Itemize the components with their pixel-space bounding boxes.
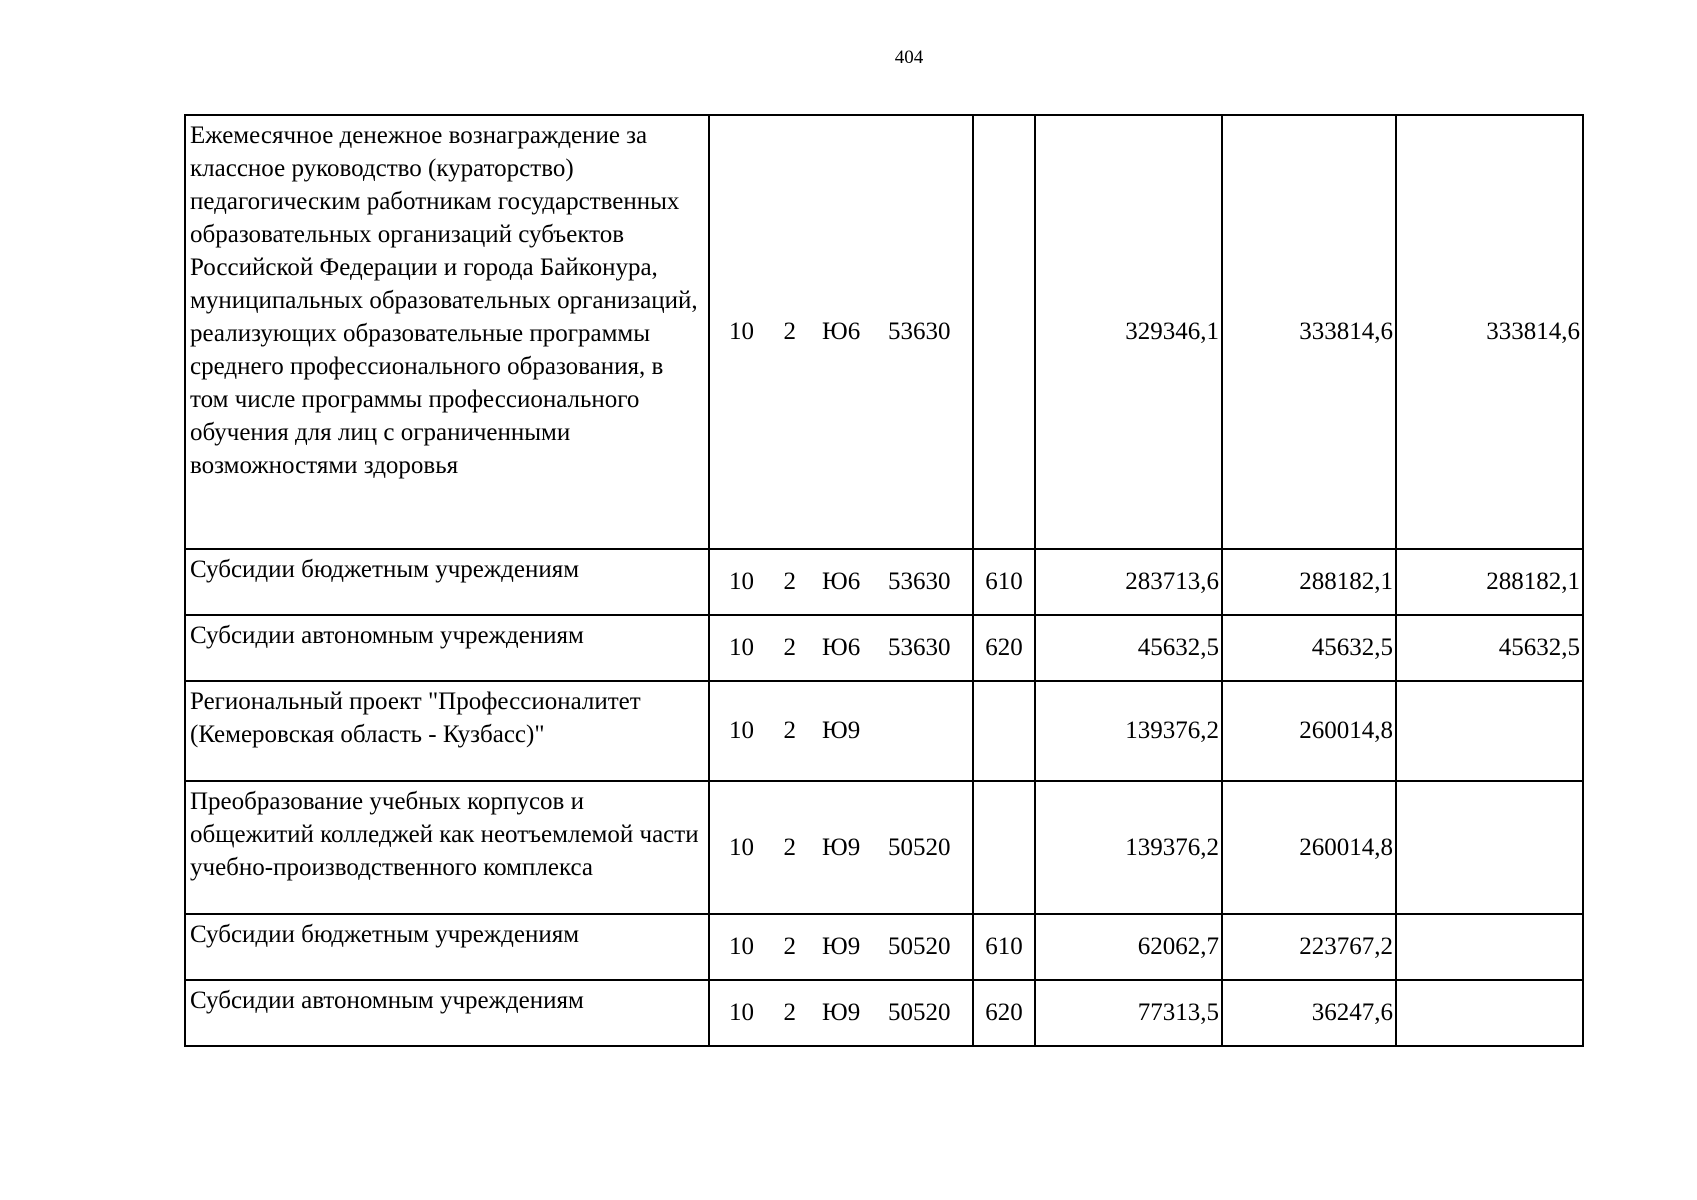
sum-year-1: 77313,5 — [1035, 980, 1222, 1046]
table-row — [185, 549, 1583, 615]
vid-code — [973, 115, 1035, 549]
podrazdel-code: 2 — [783, 568, 796, 595]
sum-year-3 — [1396, 914, 1583, 980]
vid-code: 620 — [973, 980, 1035, 1046]
direction-code: 53630 — [888, 318, 951, 345]
sum-year-3: 333814,6 — [1396, 115, 1583, 549]
row-codes — [709, 549, 973, 615]
sum-year-3 — [1396, 980, 1583, 1046]
podrazdel-code: 2 — [783, 999, 796, 1026]
program-code: Ю9 — [822, 833, 861, 861]
row-name: Субсидии автономным учреждениям — [185, 615, 709, 681]
sum-year-3 — [1396, 681, 1583, 781]
sum-year-2: 36247,6 — [1222, 980, 1396, 1046]
row-codes — [709, 115, 973, 549]
podrazdel-code: 2 — [783, 717, 796, 744]
sum-year-2: 333814,6 — [1222, 115, 1396, 549]
vid-code: 610 — [973, 914, 1035, 980]
program-code: Ю9 — [822, 717, 861, 744]
row-name: Субсидии бюджетным учреждениям — [185, 914, 709, 980]
podrazdel-code: 2 — [783, 318, 796, 345]
razdel-code: 10 — [729, 999, 754, 1026]
budget-table — [184, 114, 1584, 1047]
sum-year-1: 329346,1 — [1035, 115, 1222, 549]
direction-code: 53630 — [888, 568, 951, 595]
row-name: Субсидии автономным учреждениям — [185, 980, 709, 1046]
sum-year-2: 45632,5 — [1222, 615, 1396, 681]
sum-year-1: 45632,5 — [1035, 615, 1222, 681]
vid-code: 620 — [973, 615, 1035, 681]
program-code: Ю6 — [822, 568, 861, 595]
row-codes — [709, 681, 973, 781]
table-row — [185, 681, 1583, 781]
podrazdel-code: 2 — [783, 634, 796, 661]
vid-code — [973, 781, 1035, 914]
row-name: Субсидии бюджетным учреждениям — [185, 549, 709, 615]
direction-code: 50520 — [888, 999, 951, 1026]
sum-year-2: 260014,8 — [1222, 781, 1396, 914]
row-name: Преобразование учебных корпусов и общежитий колледжей как неотъемлемой части учебно-производственного комплекса — [185, 781, 709, 914]
program-code: Ю9 — [822, 933, 861, 960]
row-codes — [709, 980, 973, 1046]
program-code: Ю6 — [822, 318, 861, 345]
table-row — [185, 980, 1583, 1046]
sum-year-1: 62062,7 — [1035, 914, 1222, 980]
razdel-code: 10 — [729, 717, 754, 744]
program-code: Ю9 — [822, 999, 861, 1026]
direction-code: 50520 — [888, 833, 951, 861]
row-name: Региональный проект "Профессионалитет (Кемеровская область - Кузбасс)" — [185, 681, 709, 781]
podrazdel-code: 2 — [783, 833, 796, 861]
table-row — [185, 781, 1583, 914]
table-row — [185, 615, 1583, 681]
row-codes — [709, 781, 973, 914]
program-code: Ю6 — [822, 634, 861, 661]
table-row — [185, 115, 1583, 549]
razdel-code: 10 — [729, 568, 754, 595]
podrazdel-code: 2 — [783, 933, 796, 960]
row-codes — [709, 914, 973, 980]
vid-code — [973, 681, 1035, 781]
sum-year-3: 45632,5 — [1396, 615, 1583, 681]
direction-code: 53630 — [888, 634, 951, 661]
sum-year-1: 283713,6 — [1035, 549, 1222, 615]
razdel-code: 10 — [729, 634, 754, 661]
row-codes — [709, 615, 973, 681]
razdel-code: 10 — [729, 318, 754, 345]
row-name: Ежемесячное денежное вознаграждение за классное руководство (кураторство) педагогическим работникам государственных образовательных организаций субъектов Российской Федерации и города Байконура, муниципальных образовательных организаций, реализующих образовательные программы среднего профессионального образования, в том числе программы профессионального обучения для лиц с ограниченными возможностями здоровья — [185, 115, 709, 549]
sum-year-1: 139376,2 — [1035, 681, 1222, 781]
sum-year-1: 139376,2 — [1035, 781, 1222, 914]
razdel-code: 10 — [729, 833, 754, 861]
vid-code: 610 — [973, 549, 1035, 615]
sum-year-2: 288182,1 — [1222, 549, 1396, 615]
direction-code: 50520 — [888, 933, 951, 960]
sum-year-3: 288182,1 — [1396, 549, 1583, 615]
sum-year-2: 223767,2 — [1222, 914, 1396, 980]
page-number: 404 — [894, 47, 924, 68]
sum-year-3 — [1396, 781, 1583, 914]
table-row — [185, 914, 1583, 980]
sum-year-2: 260014,8 — [1222, 681, 1396, 781]
razdel-code: 10 — [729, 933, 754, 960]
